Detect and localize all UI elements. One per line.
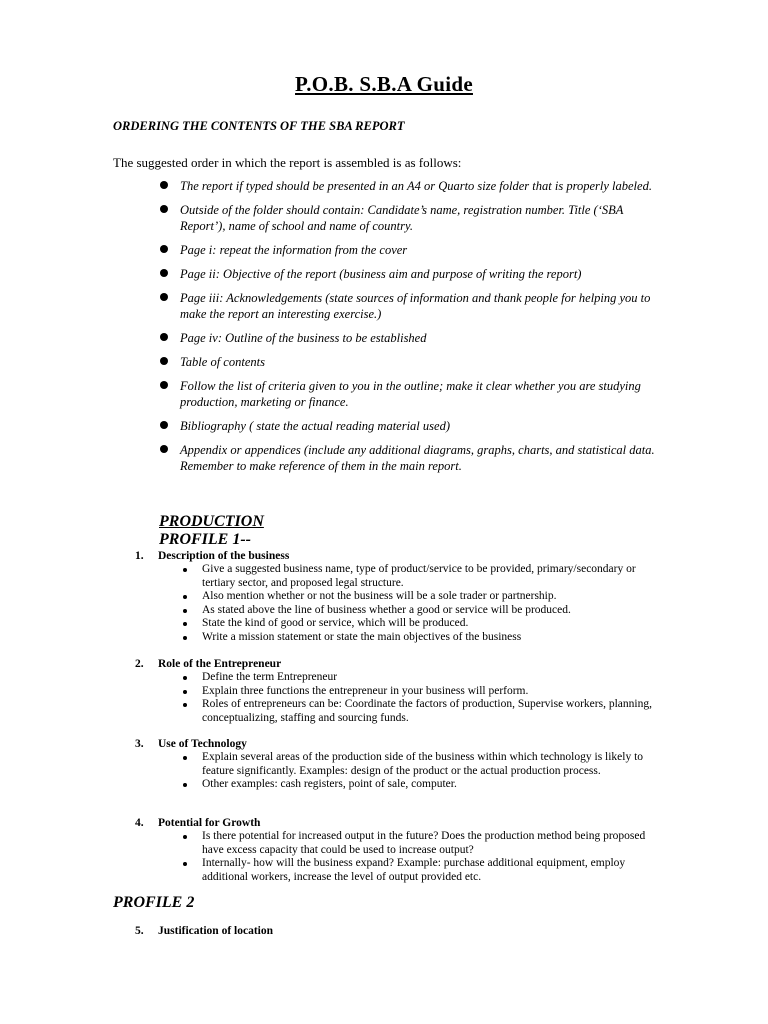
list-item: Page ii: Objective of the report (business aim and purpose of writing the report) (160, 266, 660, 282)
list-item: The report if typed should be presented in an A4 or Quarto size folder that is properly labeled. (160, 178, 660, 194)
bullet-icon (183, 703, 187, 707)
profile1-heading: PROFILE 1-- (159, 531, 251, 548)
bullet-icon (160, 205, 168, 213)
bullet-icon (160, 181, 168, 189)
section-title: 4. Potential for Growth (135, 817, 261, 829)
bullet-icon (160, 357, 168, 365)
section-title: 5. Justification of location (135, 925, 273, 937)
bullet-icon (160, 381, 168, 389)
section-title: 1. Description of the business (135, 550, 290, 562)
bullet-icon (160, 333, 168, 341)
list-item: Internally- how will the business expand? Example: purchase additional equipment, employ additional workers, increase the level of output provided etc. (135, 857, 657, 884)
list-item: Other examples: cash registers, point of sale, computer. (135, 778, 657, 792)
list-item: State the kind of good or service, which will be produced. (135, 617, 657, 631)
bullet-icon (183, 609, 187, 613)
bullet-icon (183, 636, 187, 640)
section-role-of-entrepreneur (135, 657, 665, 725)
section-title: 3. Use of Technology (135, 738, 247, 750)
bullet-icon (160, 421, 168, 429)
list-item: Also mention whether or not the business will be a sole trader or partnership. (135, 590, 657, 604)
bullet-icon (183, 835, 187, 839)
list-item: Roles of entrepreneurs can be: Coordinate the factors of production, Supervise workers, planning, conceptualizing, staffing and sourcing funds. (135, 698, 657, 725)
section-title: 2. Role of the Entrepreneur (135, 658, 282, 670)
list-item: Write a mission statement or state the main objectives of the business (135, 631, 657, 645)
section-list (135, 751, 665, 792)
bullet-icon (160, 245, 168, 253)
bullet-icon (160, 269, 168, 277)
list-item: Is there potential for increased output in the future? Does the production method being proposed have excess capacity that could be used to increase output? (135, 830, 657, 857)
production-heading: PRODUCTION (159, 513, 264, 530)
bullet-icon (183, 676, 187, 680)
ordering-list (160, 178, 660, 482)
list-item: Bibliography ( state the actual reading material used) (160, 418, 660, 434)
list-item: Outside of the folder should contain: Candidate’s name, registration number. Title (‘SBA Report’), name of school and name of country. (160, 202, 660, 234)
list-item: Page iv: Outline of the business to be established (160, 330, 660, 346)
profile2-heading: PROFILE 2 (113, 894, 195, 911)
bullet-icon (183, 568, 187, 572)
intro-text: The suggested order in which the report is assembled is as follows: (113, 155, 462, 170)
list-item: Table of contents (160, 354, 660, 370)
list-item: Explain three functions the entrepreneur in your business will perform. (135, 685, 657, 699)
bullet-icon (160, 445, 168, 453)
list-item: Page iii: Acknowledgements (state sources of information and thank people for helping you to make the report an interesting exercise.) (160, 290, 660, 322)
bullet-icon (183, 690, 187, 694)
section-potential-for-growth (135, 816, 665, 884)
section-use-of-technology (135, 737, 665, 792)
list-item: Give a suggested business name, type of product/service to be provided, primary/secondary or tertiary sector, and proposed legal structure. (135, 563, 657, 590)
list-item: As stated above the line of business whether a good or service will be produced. (135, 604, 657, 618)
ordering-heading: ORDERING THE CONTENTS OF THE SBA REPORT (113, 119, 405, 133)
section-justification-of-location (135, 924, 665, 938)
bullet-icon (183, 862, 187, 866)
section-list (135, 830, 665, 884)
section-list (135, 563, 665, 644)
page-title: P.O.B. S.B.A Guide (295, 72, 473, 96)
section-description-of-business (135, 549, 665, 644)
list-item: Follow the list of criteria given to you in the outline; make it clear whether you are studying production, marketing or finance. (160, 378, 660, 410)
list-item: Define the term Entrepreneur (135, 671, 657, 685)
list-item: Explain several areas of the production side of the business within which technology is likely to feature significantly. Examples: design of the product or the actual production process. (135, 751, 657, 778)
list-item: Page i: repeat the information from the cover (160, 242, 660, 258)
bullet-icon (183, 756, 187, 760)
section-list (135, 671, 665, 725)
bullet-icon (183, 622, 187, 626)
bullet-icon (160, 293, 168, 301)
bullet-icon (183, 595, 187, 599)
bullet-icon (183, 783, 187, 787)
list-item: Appendix or appendices (include any additional diagrams, graphs, charts, and statistical data. Remember to make reference of them in the main report. (160, 442, 660, 474)
